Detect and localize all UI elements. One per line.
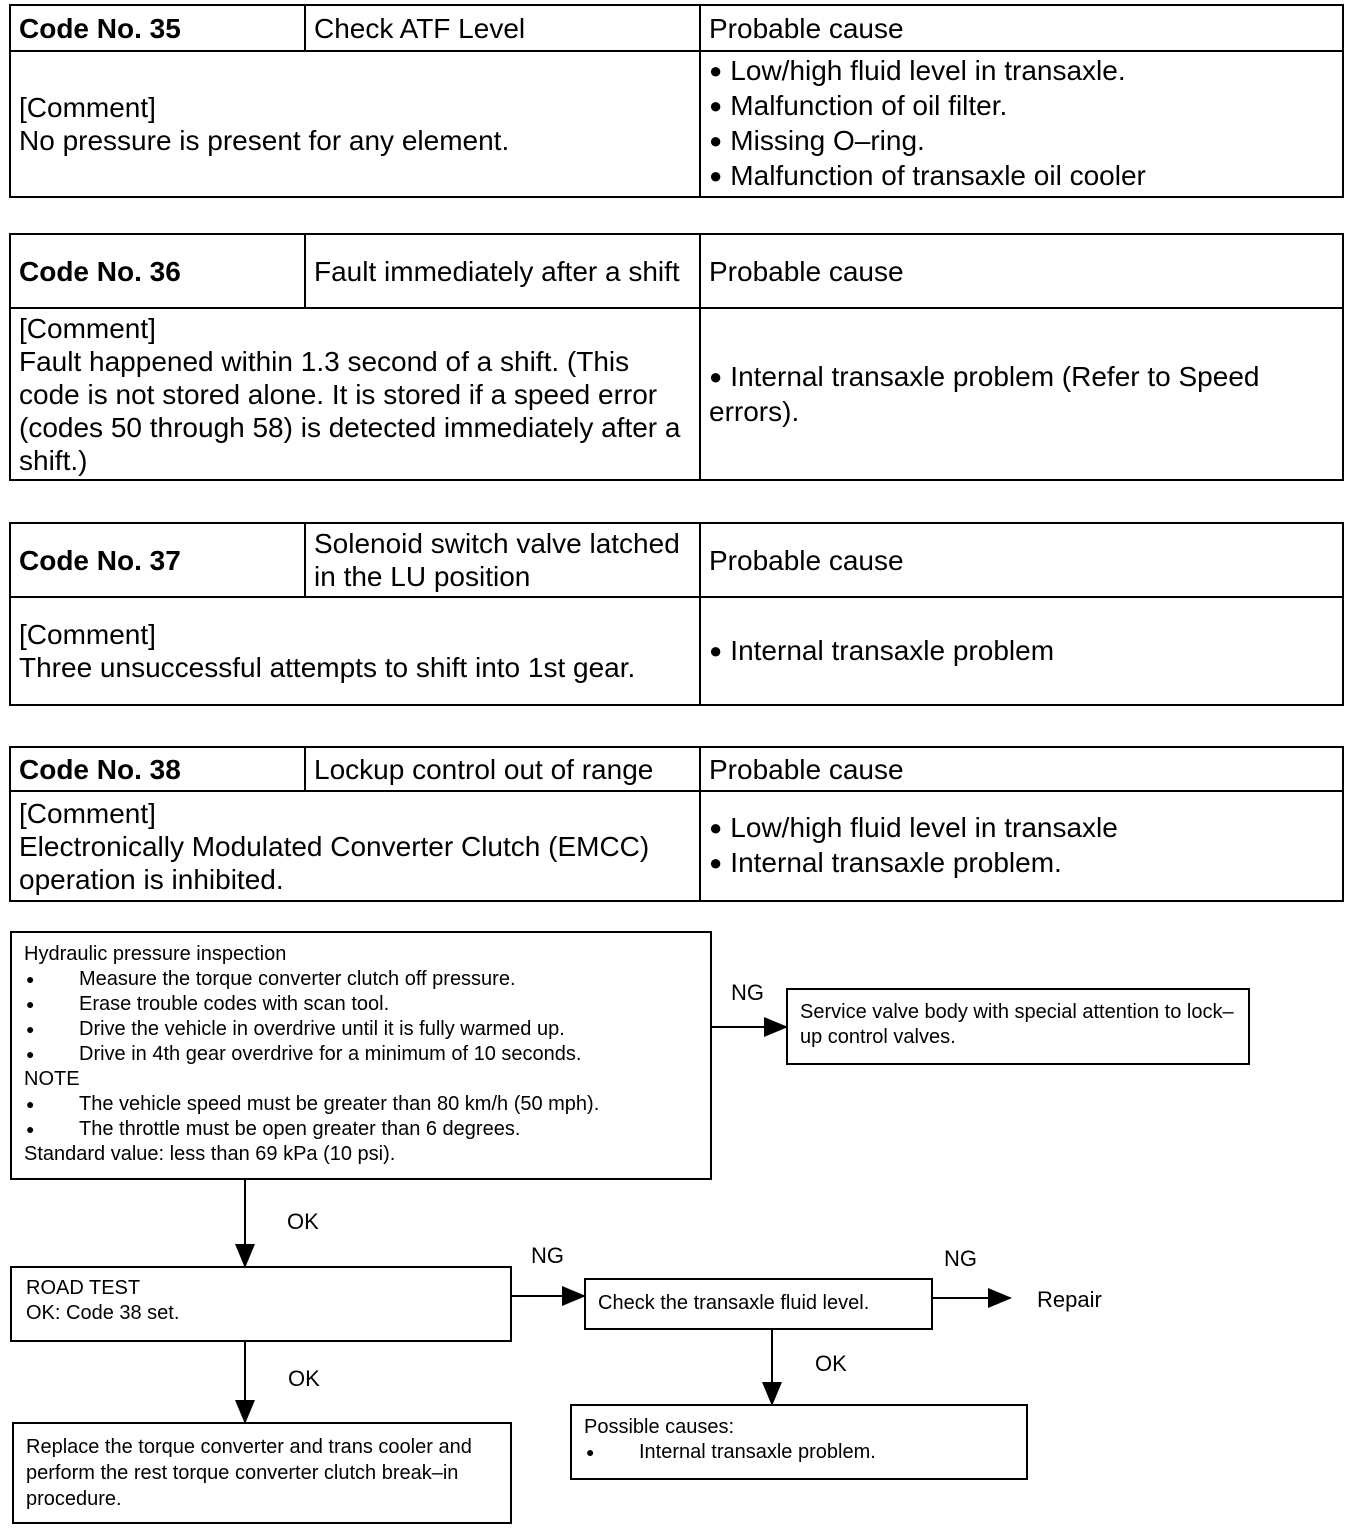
comment-text: Fault happened within 1.3 second of a shift. (This code is not stored alone. It is stored if a speed error (codes 50 through 58) is detected immediately after a shift.) — [19, 345, 681, 476]
probable-cause-header: Probable cause — [700, 523, 1343, 597]
comment-label: [Comment] — [19, 312, 156, 344]
note-label: NOTE — [24, 1068, 80, 1090]
repair-label: Repair — [1037, 1287, 1102, 1312]
replace-box — [12, 1422, 512, 1524]
standard-value: Standard value: less than 69 kPa (10 psi). — [24, 1143, 396, 1165]
comment-text: Three unsuccessful attempts to shift into 1st gear. — [19, 652, 636, 683]
check-fluid-box — [584, 1278, 933, 1330]
comment-text: No pressure is present for any element. — [19, 125, 510, 156]
label-ng-repair: NG — [944, 1246, 977, 1271]
comment-label: [Comment] — [19, 797, 156, 829]
code-number: Code No. 38 — [10, 747, 305, 791]
possible-cause-item: ● Internal transaxle problem. — [584, 1440, 1014, 1465]
cause-item: ● Low/high fluid level in transaxle. — [709, 54, 1334, 89]
hydraulic-step: ● Measure the torque converter clutch off pressure. — [24, 967, 698, 992]
code-title: Lockup control out of range — [305, 747, 700, 791]
label-ok-replace: OK — [288, 1366, 320, 1391]
check-fluid-text: Check the transaxle fluid level. — [598, 1292, 870, 1314]
comment-label: [Comment] — [19, 92, 156, 123]
service-valve-text: Service valve body with special attention to lock–up control valves. — [800, 1001, 1234, 1048]
note-item: ● The vehicle speed must be greater than 80 km/h (50 mph). — [24, 1092, 698, 1117]
possible-causes-box — [570, 1404, 1028, 1480]
cause-item: ● Internal transaxle problem — [709, 634, 1334, 669]
replace-text: Replace the torque converter and trans cooler and perform the rest torque converter clutch break–in procedure. — [26, 1436, 472, 1510]
comment-label: [Comment] — [19, 619, 156, 650]
label-ng-service: NG — [731, 980, 764, 1005]
probable-cause-header: Probable cause — [700, 747, 1343, 791]
cause-item: ● Malfunction of oil filter. — [709, 89, 1334, 124]
cause-item: ● Internal transaxle problem (Refer to Speed errors). — [709, 360, 1334, 428]
code-number: Code No. 36 — [10, 234, 305, 308]
hydraulic-step: ● Erase trouble codes with scan tool. — [24, 992, 698, 1017]
hydraulic-inspection-box — [10, 931, 712, 1180]
label-ok-possible: OK — [815, 1351, 847, 1376]
note-item: ● The throttle must be open greater than 6 degrees. — [24, 1117, 698, 1142]
code-number: Code No. 35 — [10, 5, 305, 51]
road-test-box — [10, 1266, 512, 1342]
probable-cause-header: Probable cause — [700, 5, 1343, 51]
code-title: Solenoid switch valve latched in the LU position — [305, 523, 700, 597]
possible-causes-title: Possible causes: — [584, 1416, 735, 1438]
label-ok-roadtest: OK — [287, 1209, 319, 1234]
hydraulic-title: Hydraulic pressure inspection — [24, 943, 287, 965]
cause-item: ● Malfunction of transaxle oil cooler — [709, 159, 1334, 194]
road-test-line: OK: Code 38 set. — [26, 1302, 180, 1324]
cause-item: ● Internal transaxle problem. — [709, 846, 1334, 881]
cause-item: ● Missing O–ring. — [709, 124, 1334, 159]
hydraulic-step: ● Drive the vehicle in overdrive until it is fully warmed up. — [24, 1017, 698, 1042]
code-number: Code No. 37 — [10, 523, 305, 597]
label-ng-check: NG — [531, 1243, 564, 1268]
road-test-title: ROAD TEST — [26, 1277, 141, 1299]
service-valve-box — [786, 988, 1250, 1065]
hydraulic-step: ● Drive in 4th gear overdrive for a minimum of 10 seconds. — [24, 1042, 698, 1067]
code-title: Fault immediately after a shift — [305, 234, 700, 308]
comment-text: Electronically Modulated Converter Clutch (EMCC) operation is inhibited. — [19, 830, 650, 895]
cause-item: ● Low/high fluid level in transaxle — [709, 811, 1334, 846]
code-title: Check ATF Level — [305, 5, 700, 51]
probable-cause-header: Probable cause — [700, 234, 1343, 308]
